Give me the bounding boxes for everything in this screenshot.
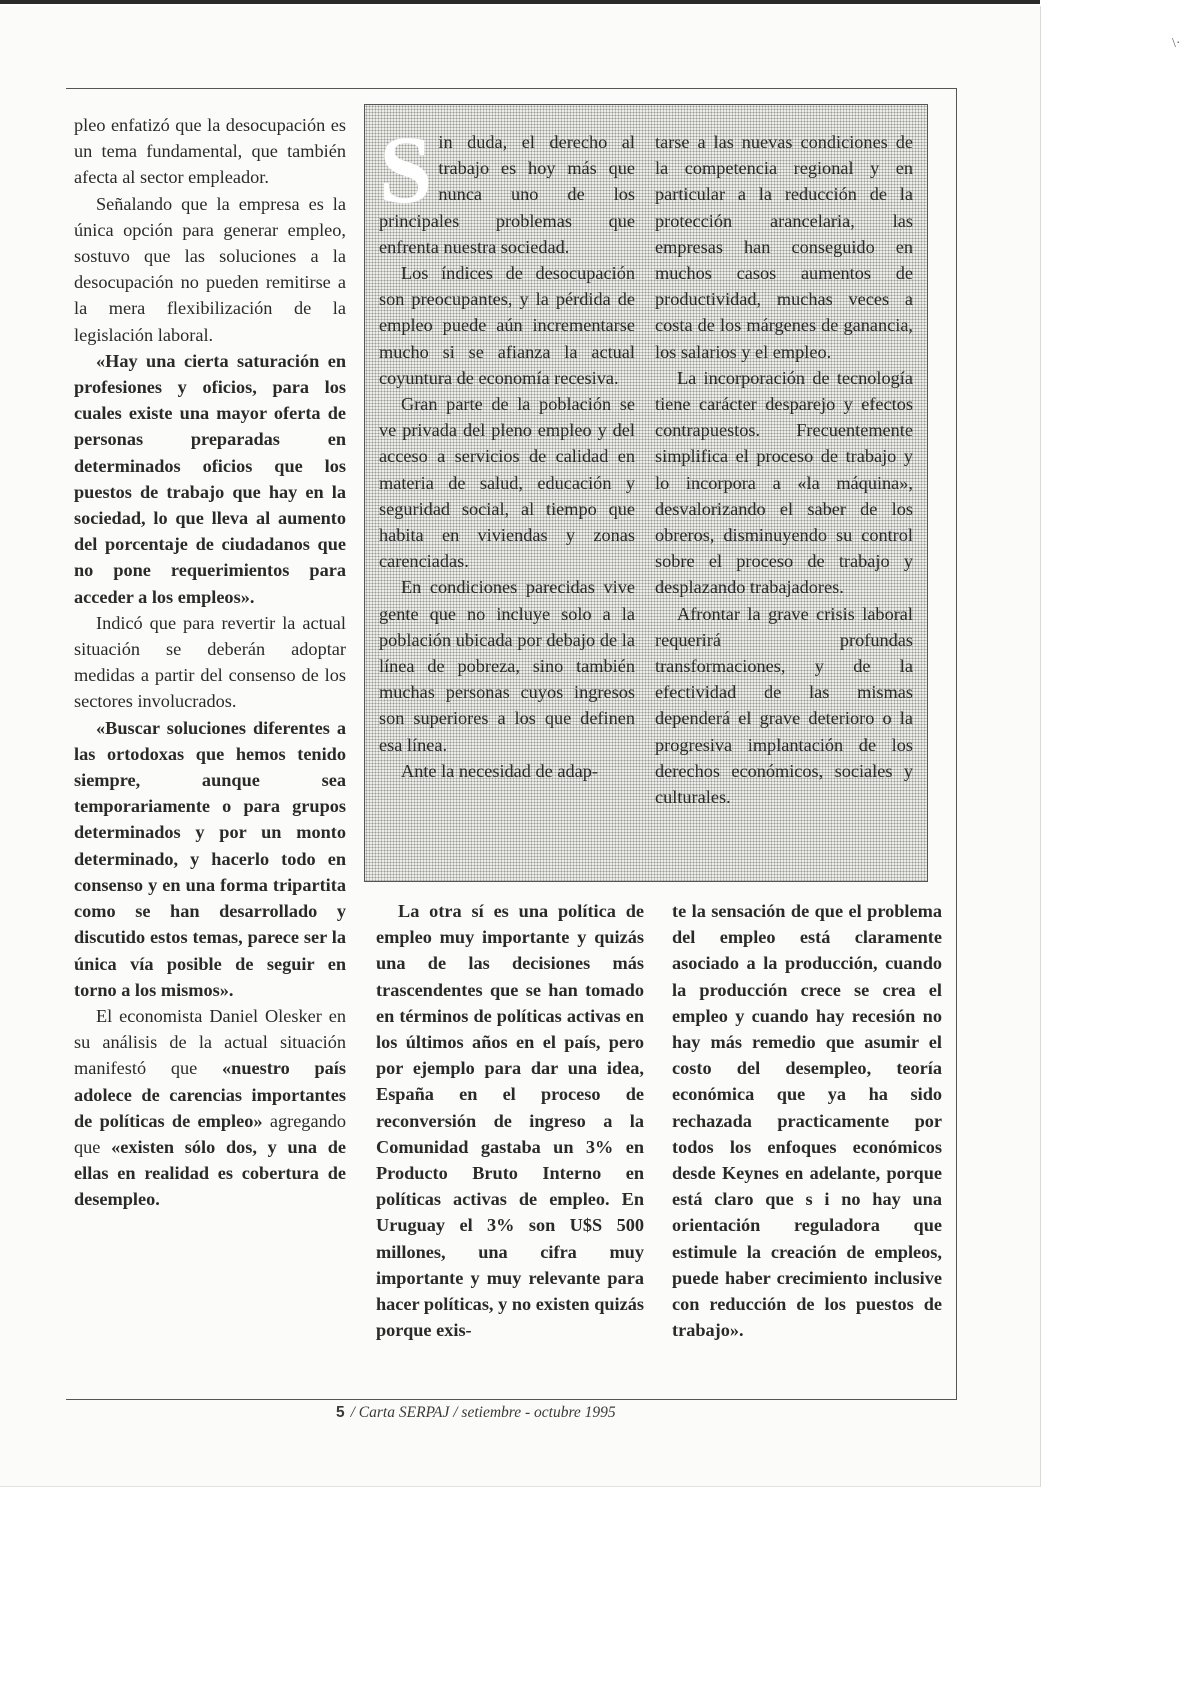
page-number: 5 — [336, 1404, 345, 1421]
left-p6-quote-b: «existen sólo dos, y una de ellas en realidad es cobertura de desempleo. — [74, 1136, 346, 1210]
page-top-edge — [0, 0, 1040, 4]
page-footer — [336, 1404, 616, 1422]
corner-scan-mark: \· — [1172, 36, 1181, 51]
left-p6-quote-a: «nuestro país adolece de carencias importantes de políticas de empleo» — [74, 1058, 346, 1131]
box-c1-paragraph-1 — [379, 116, 635, 260]
left-quote-1: «Hay una cierta saturación en profesiones y oficios, para los cuales existe una mayor oferta de personas preparadas en determinados oficios que los puestos de trabajo que hay en la sociedad, lo que lleva al aumento del porcentaje de ciudadanos que no pone requerimientos para acceder a los empleos». — [74, 350, 346, 607]
right-column — [672, 898, 942, 1343]
box-c1-p1-text: in duda, el derecho al trabajo es hoy más que nunca uno de los principales problemas que enfrenta nuestra sociedad. — [379, 132, 635, 257]
drop-cap-letter: S — [379, 116, 433, 223]
left-p6-intro: El economista Daniel Olesker en su análisis de la actual situación manifestó que — [74, 1005, 346, 1079]
box-c1-paragraph-3: Gran parte de la población se ve privada del pleno empleo y del acceso a servicios de calidad en materia de salud, educación y seguridad social, al tiempo que habita en viviendas y zonas carenciadas. — [379, 394, 635, 572]
box-c1-paragraph-2: Los índices de desocupación son preocupantes, y la pérdida de empleo puede aún incrementarse mucho si se afianza la actual coyuntura de economía recesiva. — [379, 263, 635, 388]
left-paragraph-6 — [74, 1003, 346, 1213]
right-paragraph-1: te la sensación de que el problema del empleo está claramente asociado a la producción, cuando la producción crece se crea el empleo y cuando hay recesión no hay más remedio que asumir el costo del desempleo, teoría económica que ya ha sido rechazada practicamente por todos los enfoques económicos desde Keynes en adelante, porque está claro que s i no hay una orientación reguladora que estimule la creación de empleos, puede haber crecimiento inclusive con reducción de los puestos de trabajo». — [672, 901, 942, 1341]
left-paragraph-2: Señalando que la empresa es la única opción para generar empleo, sostuvo que las soluciones a la desocupación no pueden remitirse a la mera flexibilización de la legislación laboral. — [74, 193, 346, 345]
box-column-2 — [655, 129, 913, 810]
middle-column — [376, 898, 644, 1343]
box-c1-paragraph-4: En condiciones parecidas vive gente que no incluye solo a la población ubicada por debajo de la línea de pobreza, sino también muchas personas cuyos ingresos son superiores a los que definen esa línea. — [379, 577, 635, 755]
box-c2-paragraph-3: Afrontar la grave crisis laboral requerirá profundas transformaciones, y de la efectividad de las mismas dependerá el grave deterioro o la progresiva implantación de los derechos económicos, sociales y culturales. — [655, 603, 913, 808]
box-c2-paragraph-1: tarse a las nuevas condiciones de la competencia regional y en particular a la reducción de la protección arancelaria, las empresas han conseguido en muchos casos aumentos de productividad, muchas veces a costa de los márgenes de ganancia, los salarios y el empleo. — [655, 132, 913, 362]
box-column-1 — [379, 116, 635, 784]
box-c1-paragraph-5: Ante la necesidad de adap- — [401, 760, 598, 781]
shaded-sidebar-box — [364, 104, 928, 882]
left-paragraph-1: pleo enfatizó que la desocupación es un tema fundamental, que también afecta al sector empleador. — [74, 115, 346, 188]
left-paragraph-4: Indicó que para revertir la actual situación se deberán adoptar medidas a partir del consenso de los sectores involucrados. — [74, 612, 346, 712]
left-column — [74, 112, 346, 1213]
left-p6-mid: agregando que — [74, 1110, 346, 1157]
footer-publication: / Carta SERPAJ / setiembre - octubre 1995 — [350, 1404, 616, 1421]
box-c2-paragraph-2: La incorporación de tecnología tiene carácter desparejo y efectos contrapuestos. Frecuentemente simplifica el proceso de trabajo y lo incorpora a «la máquina», desvalorizando el saber de los obreros, disminuyendo su control sobre el proceso de trabajo y desplazando trabajadores. — [655, 367, 913, 598]
left-quote-2: «Buscar soluciones diferentes a las ortodoxas que hemos tenido siempre, aunque sea temporariamente o para grupos determinados y por un monto determinado, y hacerlo todo en consenso y en una forma tripartita como se han desarrollado y discutido estos temas, parece ser la única vía posible de seguir en torno a los mismos». — [74, 717, 346, 1000]
mid-paragraph-1: La otra sí es una política de empleo muy importante y quizás una de las decisiones más trascendentes que se han tomado en términos de políticas activas en los últimos años en el país, pero por ejemplo para dar una idea, España en el proceso de reconversión de ingreso a la Comunidad gastaba un 3% en Producto Bruto Interno en políticas activas de empleo. En Uruguay el 3% son U$S 500 millones, una cifra muy importante y muy relevante para hacer políticas, y no existen quizás porque exis- — [376, 901, 644, 1341]
